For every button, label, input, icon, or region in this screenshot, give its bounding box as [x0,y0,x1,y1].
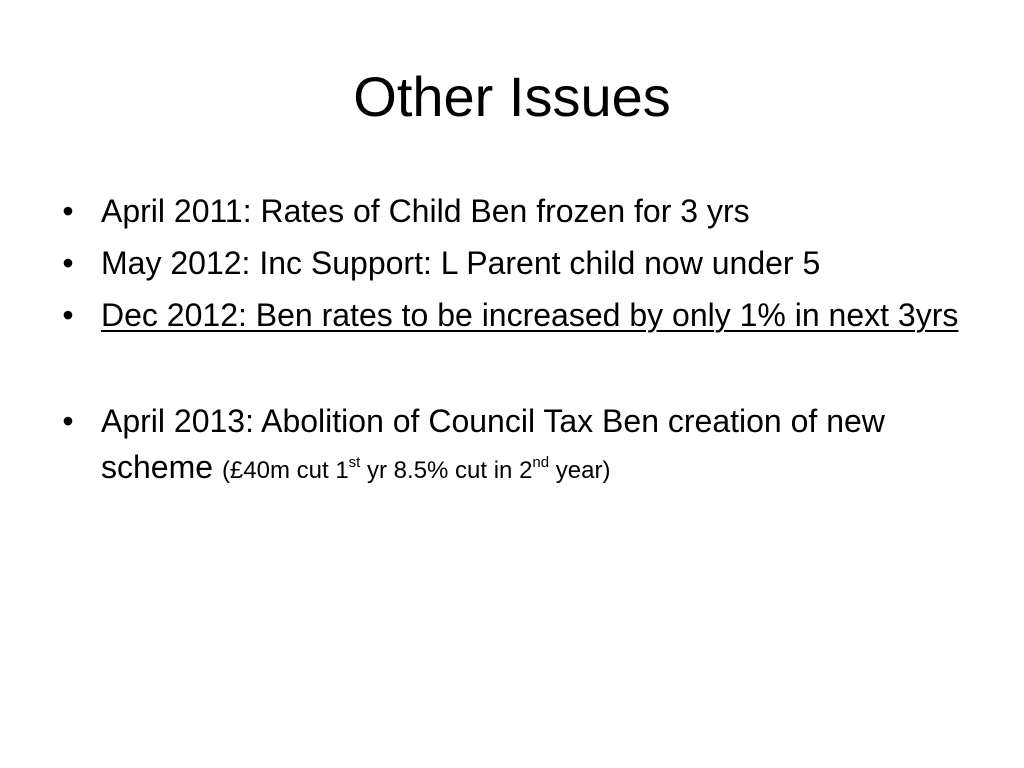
bullet-dot-icon: • [62,245,74,281]
bullet-text: April 2013: Abolition of Council Tax Ben creation of new scheme [101,403,885,485]
bullet-note [221,454,611,484]
bullet-text: April 2011: Rates of Child Ben frozen for 3 yrs [101,193,750,229]
bullet-item [58,292,978,338]
note-text: year) [549,457,611,484]
bullet-text: May 2012: Inc Support: L Parent child now under 5 [101,245,821,281]
bullet-dot-icon: • [62,297,74,333]
bullet-list [58,188,978,500]
bullet-text-underlined: Dec 2012: Ben rates to be increased by only 1% in next 3yrs [101,297,959,333]
note-text: yr 8.5% cut in 2 [360,457,533,484]
note-superscript: st [348,454,361,471]
note-superscript: nd [532,454,550,471]
bullet-item [58,188,978,234]
slide-title: Other Issues [353,65,671,128]
bullet-item [58,398,978,494]
note-text: (£40m cut 1 [221,457,349,484]
bullet-item [58,240,978,286]
bullet-dot-icon: • [62,193,74,229]
bullet-dot-icon: • [62,403,74,439]
